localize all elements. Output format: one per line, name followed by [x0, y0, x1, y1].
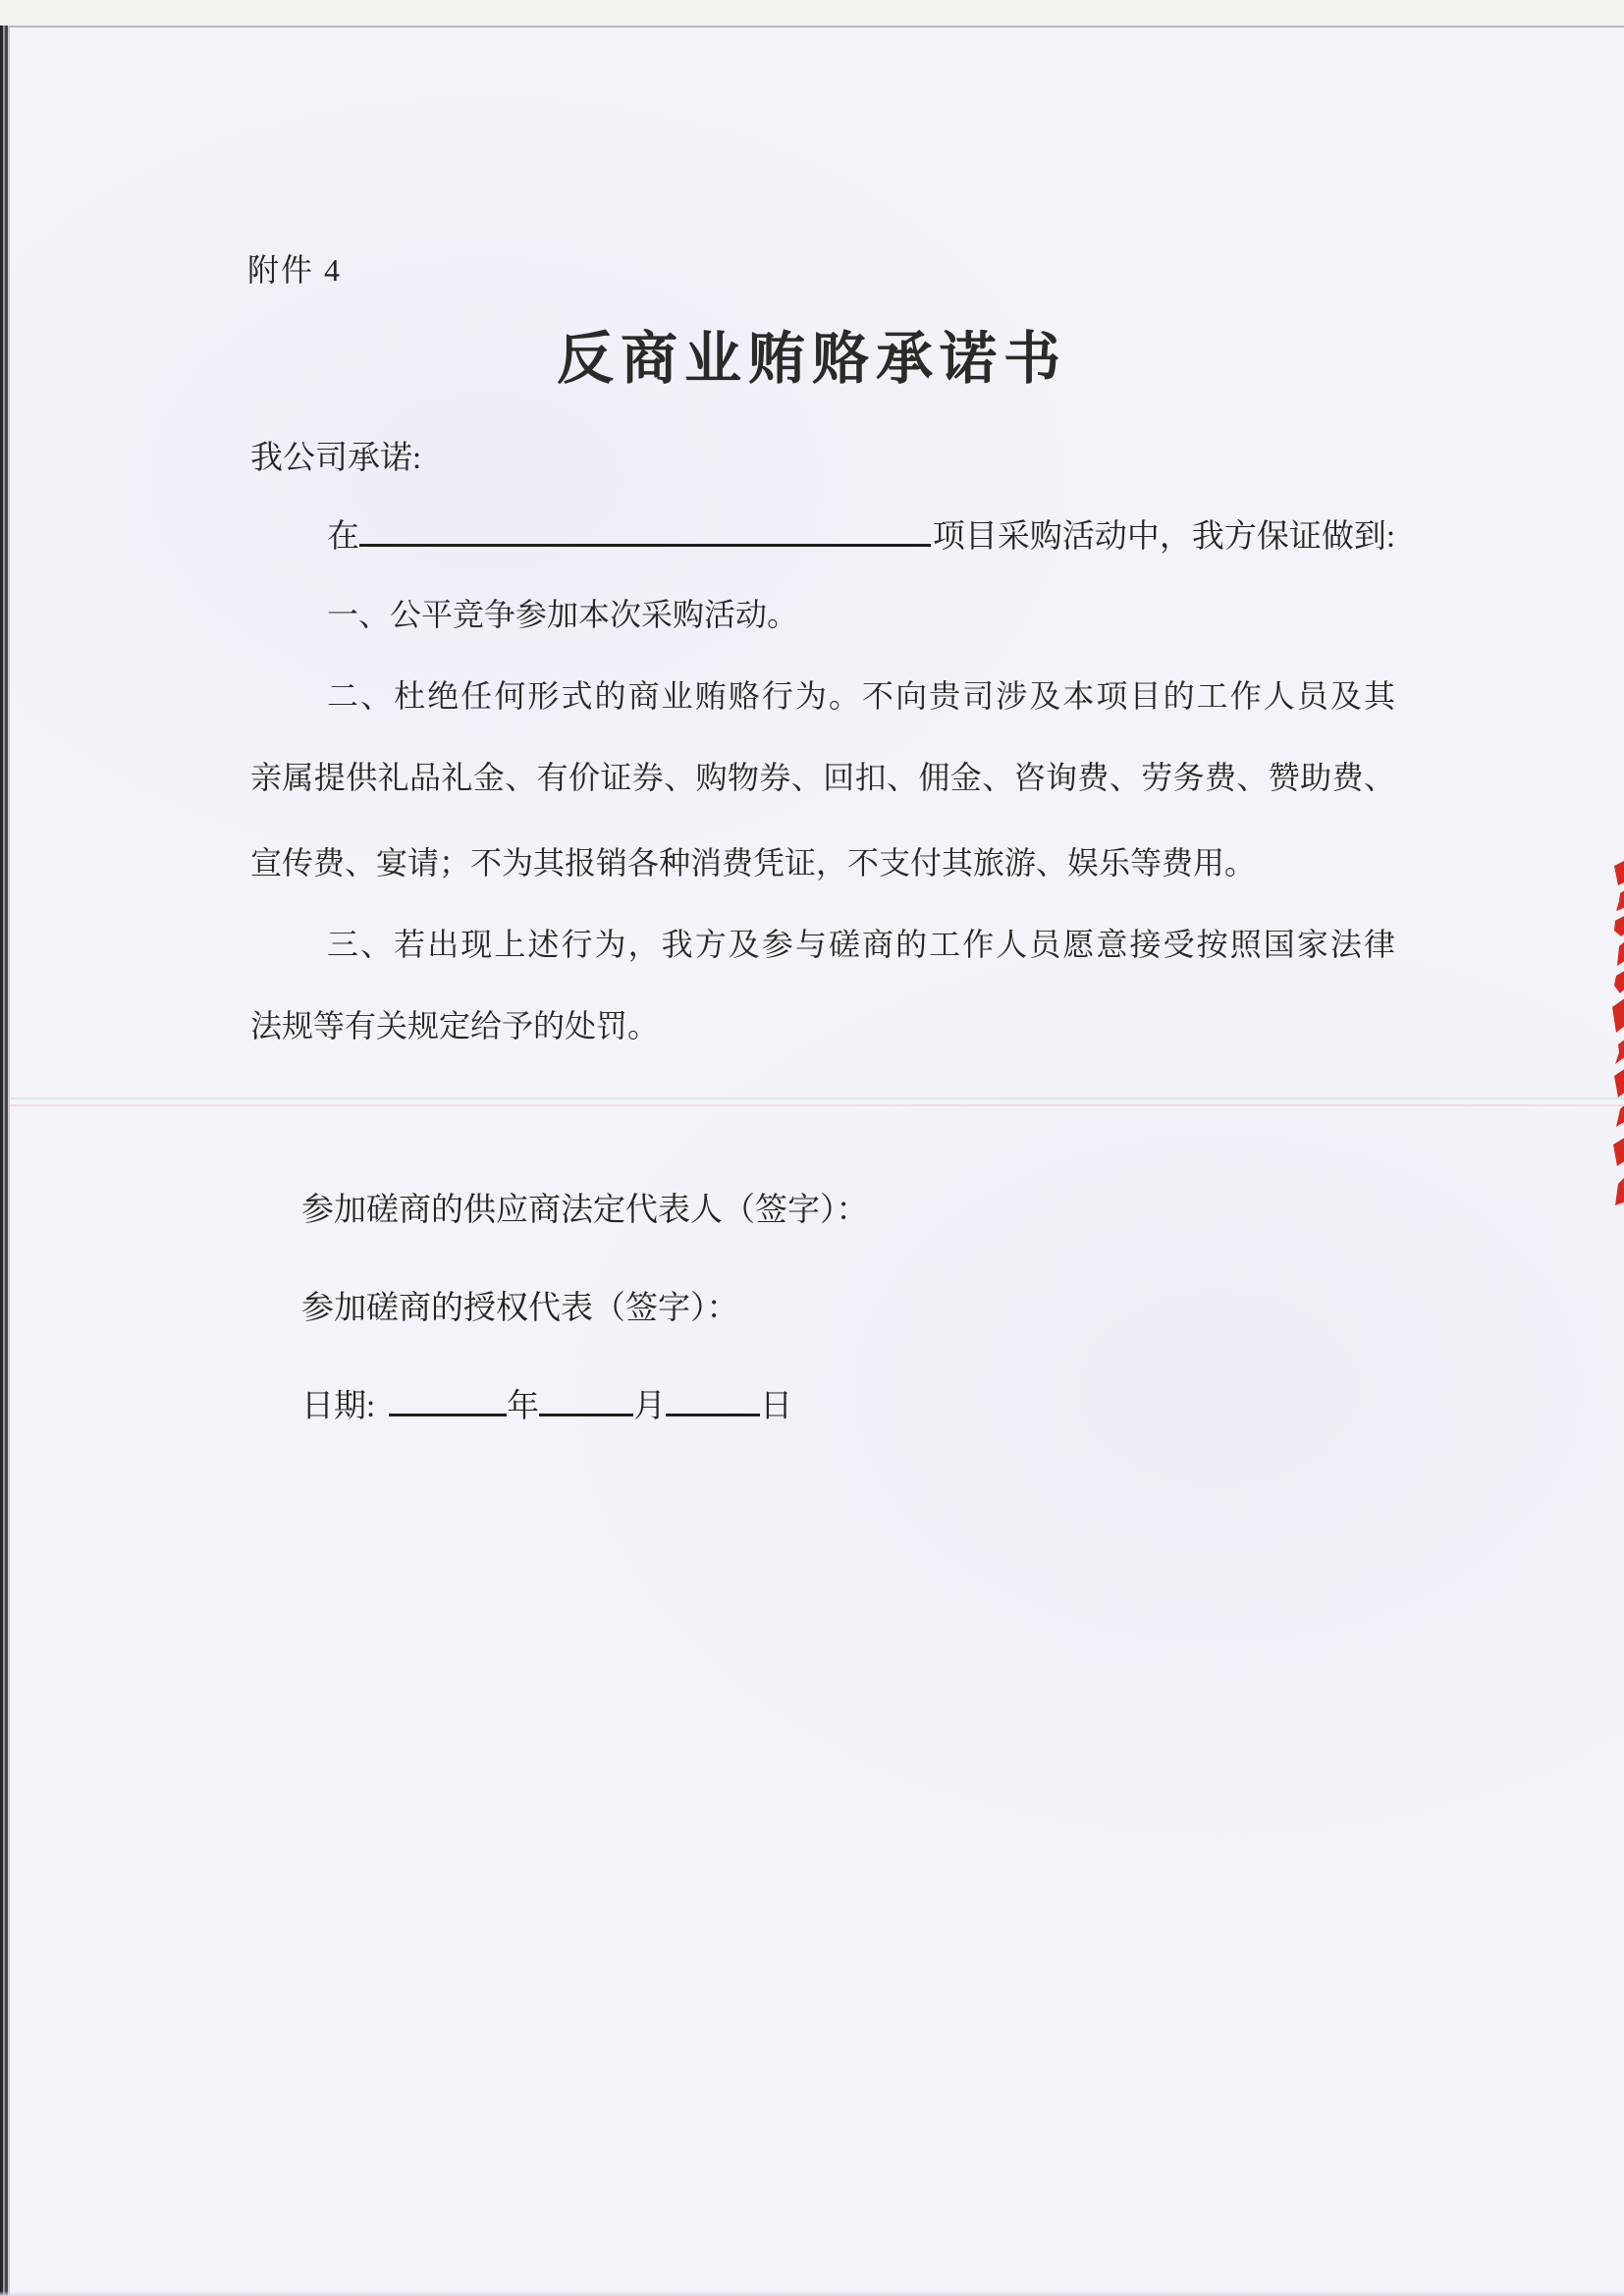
date-year-label: 年	[507, 1389, 540, 1424]
scanner-left-edge	[0, 26, 11, 2296]
date-day-label: 日	[760, 1389, 793, 1424]
date-label: 日期:	[301, 1389, 376, 1424]
project-name-blank-field	[359, 510, 931, 547]
legal-representative-signature-line: 参加磋商的供应商法定代表人（签字）：	[301, 1193, 869, 1228]
scan-artifact-line-cyan	[0, 1097, 1624, 1099]
scanner-top-band	[0, 0, 1624, 27]
authorized-representative-signature-line: 参加磋商的授权代表（签字）：	[301, 1291, 739, 1326]
intro-line: 我公司承诺:	[250, 441, 422, 476]
body-line-item-2: 二、杜绝任何形式的商业贿赂行为。不向贵司涉及本项目的工作人员及其	[327, 678, 1395, 714]
date-year-blank-field	[389, 1380, 507, 1416]
body-line-item-2-end: 宣传费、宴请；不为其报销各种消费凭证，不支付其旅游、娱乐等费用。	[250, 845, 1257, 881]
date-month-blank-field	[539, 1380, 633, 1416]
fill-line-suffix: 项目采购活动中，我方保证做到:	[932, 519, 1395, 555]
date-day-blank-field	[666, 1380, 760, 1416]
fill-line-prefix: 在	[327, 519, 359, 555]
body-line-item-3: 三、若出现上述行为，我方及参与磋商的工作人员愿意接受按照国家法律	[327, 927, 1395, 962]
date-line	[301, 1380, 792, 1426]
document-title: 反商业贿赂承诺书	[556, 327, 1067, 391]
date-month-label: 月	[633, 1389, 667, 1424]
project-name-fill-line	[250, 510, 1395, 557]
scanner-bottom-edge	[0, 2291, 1624, 2296]
body-line-item-3-end: 法规等有关规定给予的处罚。	[250, 1008, 660, 1043]
body-line-item-1: 一、公平竞争参加本次采购活动。	[327, 597, 799, 632]
body-line-item-2-cont: 亲属提供礼品礼金、有价证券、购物券、回扣、佣金、咨询费、劳务费、赞助费、	[250, 760, 1395, 795]
attachment-label: 附件 4	[247, 252, 343, 288]
document-page	[0, 27, 1624, 2296]
red-seal-edge-icon	[1608, 860, 1624, 1205]
scan-artifact-line-pink	[0, 1104, 1624, 1106]
